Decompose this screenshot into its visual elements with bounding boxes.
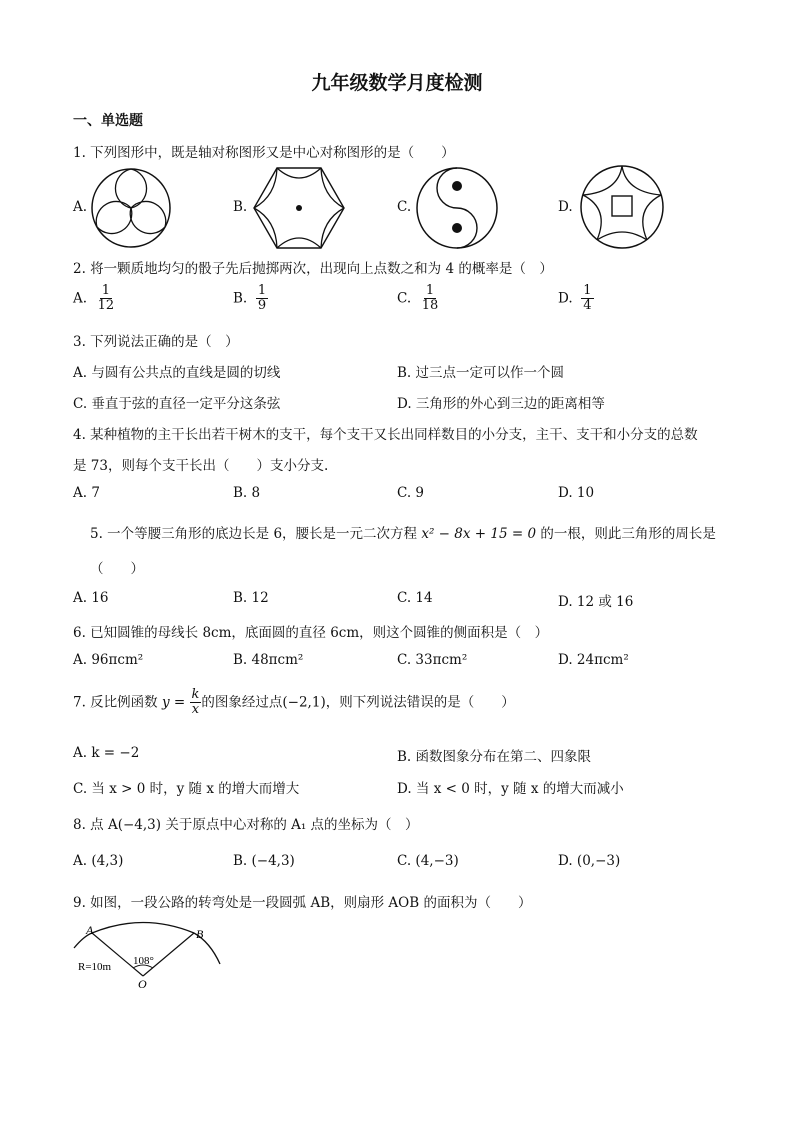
- q8-option-a: A. (4,3): [73, 853, 124, 869]
- page-title: 九年级数学月度检测: [311, 72, 483, 94]
- q9-label-angle: 108°: [133, 955, 154, 967]
- question-3-stem: 3. 下列说法正确的是（ ）: [73, 334, 239, 350]
- section-heading: 一、单选题: [73, 113, 143, 129]
- question-5-stem-line-2: （ ）: [90, 561, 144, 577]
- q6-option-d: D. 24πcm²: [558, 652, 629, 668]
- q5-equation: x² − 8x + 15 = 0: [421, 526, 537, 542]
- q2-option-a: A. $\frac{1}{12}$: [73, 283, 115, 314]
- q9-label-a: A: [86, 923, 94, 937]
- question-6-stem: 6. 已知圆锥的母线长 8cm，底面圆的直径 6cm，则这个圆锥的侧面积是（ ）: [73, 625, 549, 641]
- q8-option-b: B. (−4,3): [233, 853, 295, 869]
- q1-label-b: B.: [233, 199, 248, 215]
- q7-option-a: A. k = −2: [73, 745, 140, 761]
- q3-option-a: A. 与圆有公共点的直线是圆的切线: [73, 365, 281, 381]
- q3-option-c: C. 垂直于弦的直径一定平分这条弦: [73, 396, 281, 412]
- q8-option-c: C. (4,−3): [397, 853, 459, 869]
- q3-option-d: D. 三角形的外心到三边的距离相等: [397, 396, 605, 412]
- question-5-stem: 5. 一个等腰三角形的底边长是 6，腰长是一元二次方程 x² − 8x + 15 = 0 的一根，则此三角形的周长是: [90, 526, 716, 542]
- q6-option-c: C. 33πcm²: [397, 652, 468, 668]
- q3-option-b: B. 过三点一定可以作一个圆: [397, 365, 565, 381]
- q2-option-b: B. $\frac{1}{9}$: [233, 283, 267, 314]
- q2-option-d: D. $\frac{1}{4}$: [558, 283, 592, 314]
- q9-label-radius: R=10m: [78, 961, 112, 973]
- q9-label-o: O: [138, 977, 147, 991]
- q1-label-c: C.: [397, 199, 412, 215]
- question-1-stem: 1. 下列图形中，既是轴对称图形又是中心对称图形的是（ ）: [73, 145, 455, 161]
- q4-option-d: D. 10: [558, 485, 595, 501]
- question-4-stem-line-1: 4. 某种植物的主干长出若干树木的支干，每个支干又长出同样数目的小分支，主干、支干和小分支的总数: [73, 427, 698, 443]
- q9-label-b: B: [196, 927, 204, 941]
- question-9-stem: 9. 如图，一段公路的转弯处是一段圆弧 AB，则扇形 AOB 的面积为（ ）: [73, 895, 532, 911]
- q4-option-c: C. 9: [397, 485, 425, 501]
- question-8-stem: 8. 点 A(−4,3) 关于原点中心对称的 A₁ 点的坐标为（ ）: [73, 817, 419, 833]
- q7-option-d: D. 当 x < 0 时，y 随 x 的增大而减小: [397, 781, 624, 797]
- q5-option-d: D. 12 或 16: [558, 594, 634, 610]
- question-7-stem: 7. 反比例函数 y = $\frac{k}{x}$ 的图象经过点(−2,1)，则下列说法错误的是（ ）: [73, 687, 515, 718]
- q1-label-a: A.: [73, 199, 88, 215]
- question-2-stem: 2. 将一颗质地均匀的骰子先后抛掷两次，出现向上点数之和为 4 的概率是（ ）: [73, 261, 553, 277]
- q4-option-a: A. 7: [73, 485, 100, 501]
- q8-option-d: D. (0,−3): [558, 853, 621, 869]
- q6-option-a: A. 96πcm²: [73, 652, 144, 668]
- q5-option-a: A. 16: [73, 590, 109, 606]
- q5-option-b: B. 12: [233, 590, 269, 606]
- q9-road-arc-diagram: [70, 920, 230, 992]
- figure-c-yin-yang: [415, 166, 499, 250]
- q1-label-d: D.: [558, 199, 573, 215]
- q7-option-c: C. 当 x > 0 时，y 随 x 的增大而增大: [73, 781, 300, 797]
- q5-option-c: C. 14: [397, 590, 433, 606]
- q7-option-b: B. 函数图象分布在第二、四象限: [397, 749, 592, 765]
- q4-option-b: B. 8: [233, 485, 261, 501]
- figure-b-hexagon-arcs: [252, 166, 346, 250]
- q2-option-c: C. $\frac{1}{18}$: [397, 283, 439, 314]
- q6-option-b: B. 48πcm²: [233, 652, 304, 668]
- figure-d-circle-square: [578, 164, 666, 250]
- figure-a-three-arcs-circle: [90, 167, 172, 249]
- question-4-stem-line-2: 是 73，则每个支干长出（ ）支小分支.: [73, 458, 329, 474]
